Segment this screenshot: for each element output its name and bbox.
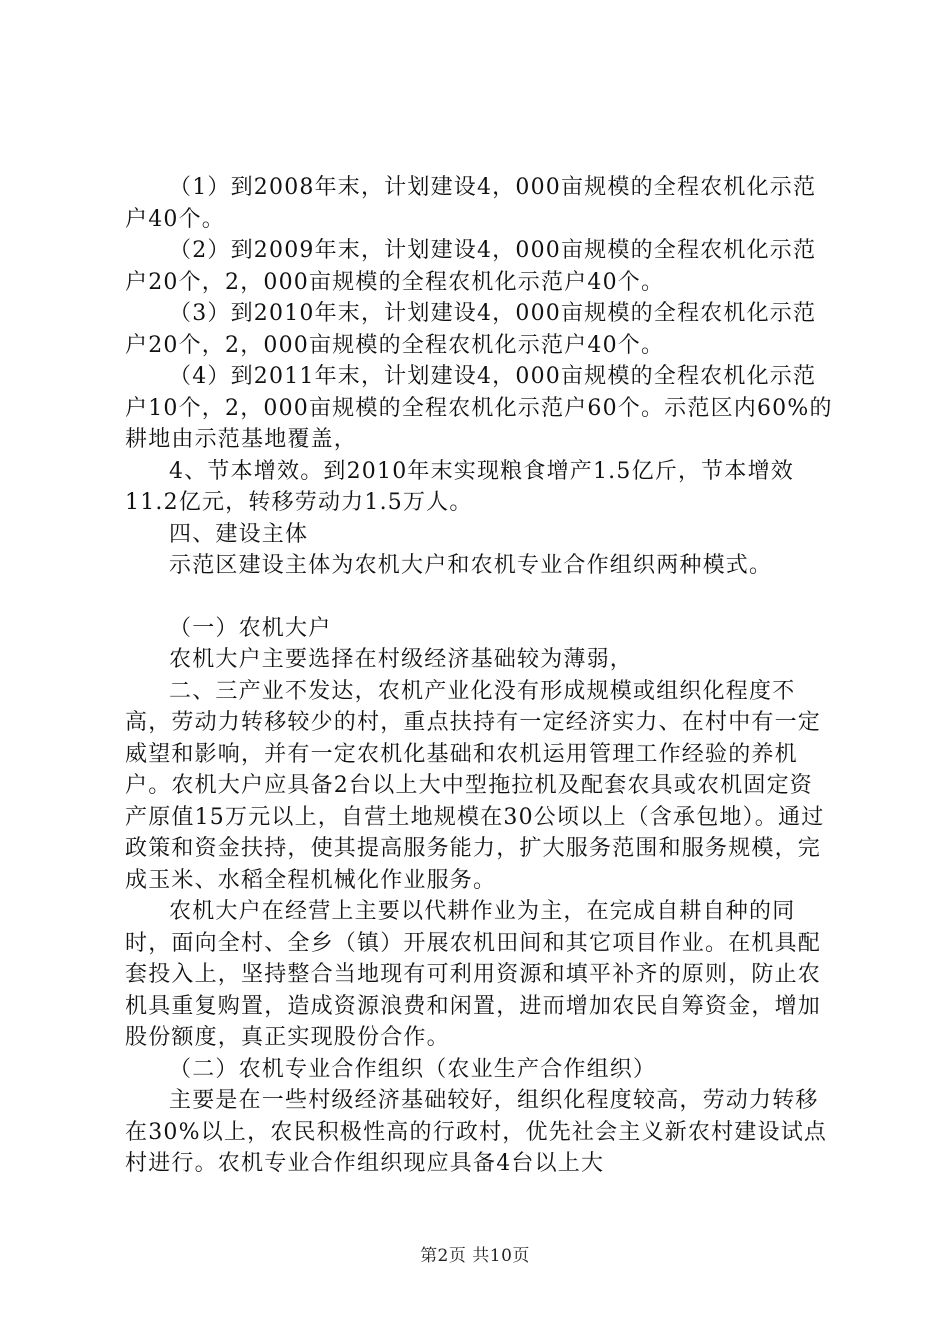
paragraph-2011-target: （4）到2011年末，计划建设4，000亩规模的全程农机化示范户10个，2，000亩规模的全程农机化示范户60个。示范区内60%的耕地由示范基地覆盖， — [125, 364, 833, 452]
paragraph-2010-target: （3）到2010年末，计划建设4，000亩规模的全程农机化示范户20个，2，000亩规模的全程农机化示范户40个。 — [125, 301, 817, 358]
paragraph-2008-target: （1）到2008年末，计划建设4，000亩规模的全程农机化示范户40个。 — [125, 175, 817, 232]
paragraph-large-farmers-operation: 农机大户在经营上主要以代耕作业为主，在完成自耕自种的同时，面向全村、全乡（镇）开展农机田间和其它项目作业。在机具配套投入上，坚持整合当地现有可利用资源和填平补齐的原则，防止农机具重复购置，造成资源浪费和闲置，进而增加农民自筹资金，增加股份额度，真正实现股份合作。 — [125, 899, 822, 1050]
paragraph-2009-target: （2）到2009年末，计划建设4，000亩规模的全程农机化示范户20个，2，000亩规模的全程农机化示范户40个。 — [125, 238, 817, 295]
paragraph-spacer — [125, 582, 835, 613]
paragraph-large-farmers-criteria: 二、三产业不发达，农机产业化没有形成规模或组织化程度不高，劳动力转移较少的村，重点扶持有一定经济实力、在村中有一定威望和影响，并有一定农机化基础和农机运用管理工作经验的养机户。农机大户应具备2台以上大中型拖拉机及配套农具或农机固定资产原值15万元以上，自营土地规模在30公顷以上（含承包地）。通过政策和资金扶持，使其提高服务能力，扩大服务范围和服务规模，完成玉米、水稻全程机械化作业服务。 — [125, 678, 825, 893]
paragraph-cost-saving: 4、节本增效。到2010年末实现粮食增产1.5亿斤，节本增效11.2亿元，转移劳动力1.5万人。 — [125, 458, 794, 515]
subheading-cooperatives: （二）农机专业合作组织（农业生产合作组织） — [169, 1056, 657, 1082]
section-heading-construction-subject: 四、建设主体 — [169, 521, 309, 547]
document-body — [125, 172, 835, 1180]
paragraph-large-farmers-intro: 农机大户主要选择在村级经济基础较为薄弱， — [169, 647, 634, 672]
paragraph-construction-modes: 示范区建设主体为农机大户和农机专业合作组织两种模式。 — [169, 553, 773, 578]
page-number-footer: 第2页 共10页 — [420, 1246, 530, 1266]
paragraph-cooperatives-criteria: 主要是在一些村级经济基础较好，组织化程度较高，劳动力转移在30%以上，农民积极性高的行政村，优先社会主义新农村建设试点村进行。农机专业合作组织现应具备4台以上大 — [125, 1088, 828, 1176]
subheading-large-farmers: （一）农机大户 — [169, 615, 332, 641]
